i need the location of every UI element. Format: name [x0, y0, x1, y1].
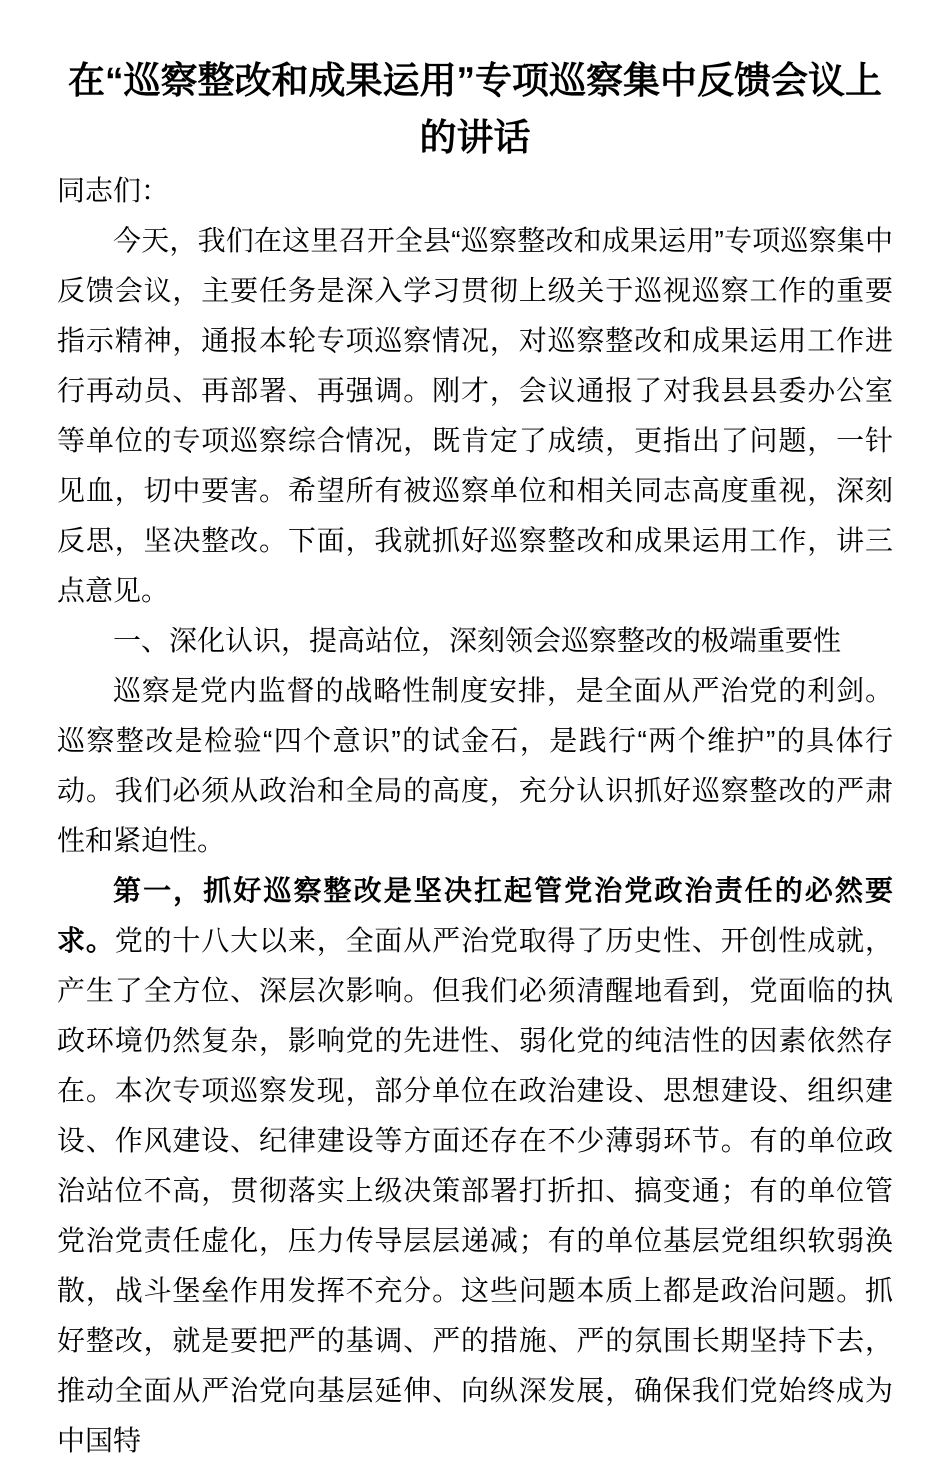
document-title: 在“巡察整改和成果运用”专项巡察集中反馈会议上的讲话	[68, 60, 882, 158]
paragraph-point-1	[57, 866, 893, 1466]
salutation: 同志们：	[57, 175, 170, 206]
paragraph-intro: 今天，我们在这里召开全县“巡察整改和成果运用”专项巡察集中反馈会议，主要任务是深入学习贯彻上级关于巡视巡察工作的重要指示精神，通报本轮专项巡察情况，对巡察整改和成果运用工作进行再动员、再部署、再强调。刚才，会议通报了对我县县委办公室等单位的专项巡察综合情况，既肯定了成绩，更指出了问题，一针见血，切中要害。希望所有被巡察单位和相关同志高度重视，深刻反思，坚决整改。下面，我就抓好巡察整改和成果运用工作，讲三点意见。	[57, 225, 893, 606]
section-heading-1: 一、深化认识，提高站位，深刻领会巡察整改的极端重要性	[113, 625, 842, 656]
bold-lead: 第一，抓好巡察整改是坚决扛起管党治党政治责任的必然要求。	[57, 875, 893, 956]
paragraph-point-1-text: 党的十八大以来，全面从严治党取得了历史性、开创性成就，产生了全方位、深层次影响。但我们必须清醒地看到，党面临的执政环境仍然复杂，影响党的先进性、弱化党的纯洁性的因素依然存在。本次专项巡察发现，部分单位在政治建设、思想建设、组织建设、作风建设、纪律建设等方面还存在不少薄弱环节。有的单位政治站位不高，贯彻落实上级决策部署打折扣、搞变通；有的单位管党治党责任虚化，压力传导层层递减；有的单位基层党组织软弱涣散，战斗堡垒作用发挥不充分。这些问题本质上都是政治问题。抓好整改，就是要把严的基调、严的措施、严的氛围长期坚持下去，推动全面从严治党向基层延伸、向纵深发展，确保我们党始终成为中国特	[57, 925, 893, 1456]
paragraph-significance: 巡察是党内监督的战略性制度安排，是全面从严治党的利剑。巡察整改是检验“四个意识”的试金石，是践行“两个维护”的具体行动。我们必须从政治和全局的高度，充分认识抓好巡察整改的严肃性和紧迫性。	[57, 675, 893, 856]
